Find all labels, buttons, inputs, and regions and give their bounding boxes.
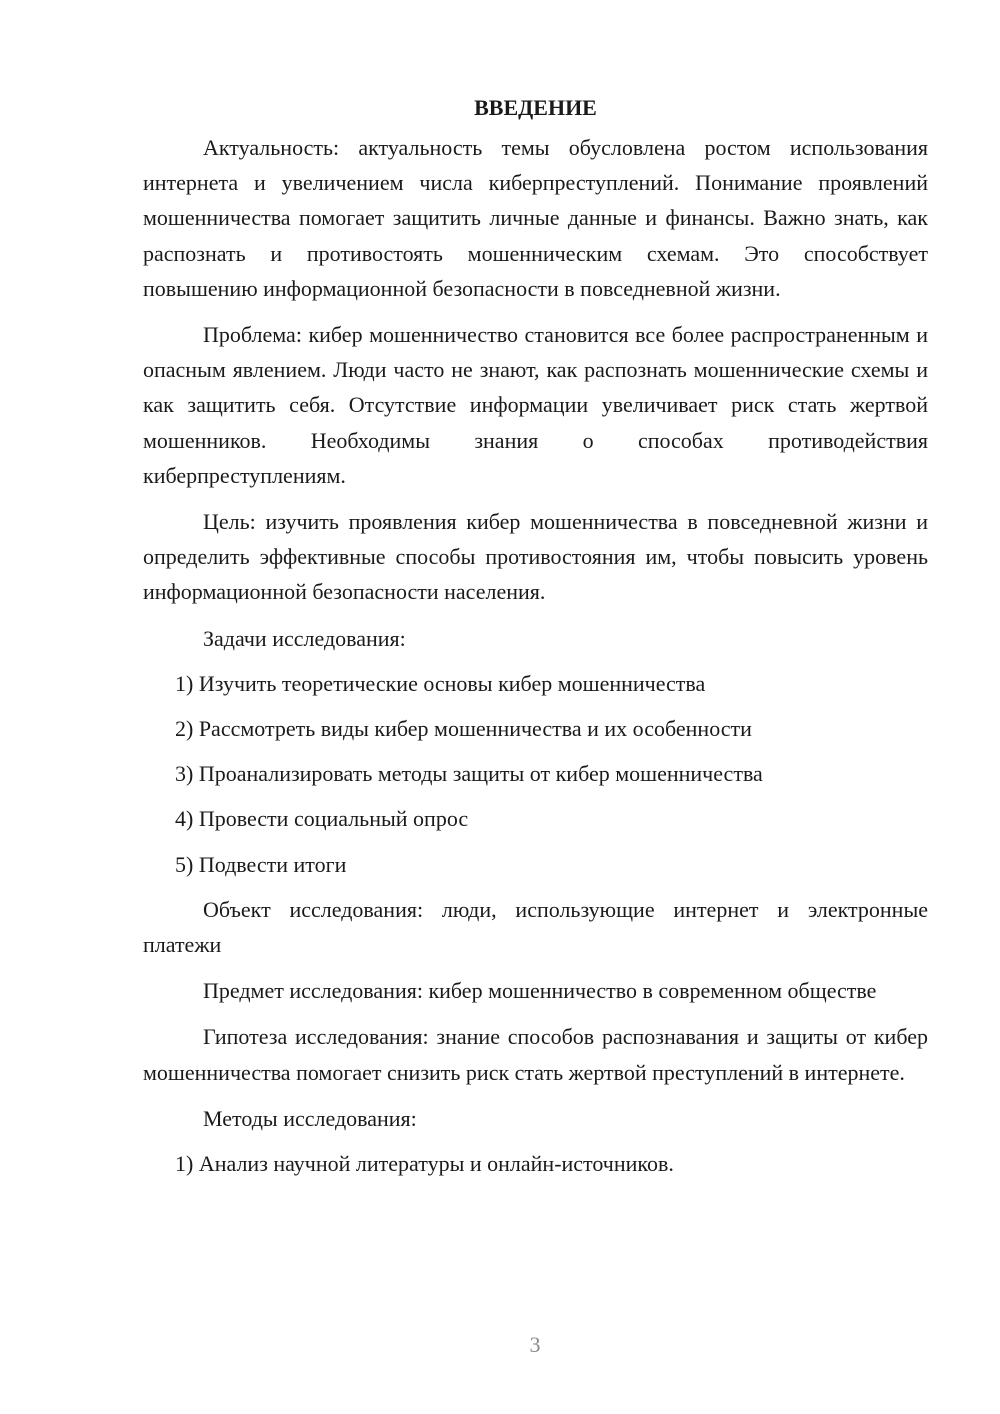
goal-paragraph: Цель: изучить проявления кибер мошенничества в повседневной жизни и определить эффективные способы противостояния им, чтобы повысить уровень информационной безопасности населения. [143, 509, 928, 605]
page-title: ВВЕДЕНИЕ [474, 95, 597, 120]
relevance-paragraph: Актуальность: актуальность темы обусловлена ростом использования интернета и увеличением числа киберпреступлений. Понимание проявлений мошенничества помогает защитить личные данные и финансы. Важно знать, как распознать и противостоять мошенническим схемам. Это способствует повышению информационной безопасности в повседневной жизни. [143, 135, 928, 301]
list-item: 1) Изучить теоретические основы кибер мошенничества [175, 670, 706, 696]
hypothesis-paragraph: Гипотеза исследования: знание способов распознавания и защиты от кибер мошенничества помогает снизить риск стать жертвой преступлений в интернете. [143, 1024, 928, 1085]
methods-heading: Методы исследования: [203, 1105, 417, 1131]
list-item: 4) Провести социальный опрос [175, 806, 469, 832]
document-page [143, 90, 928, 1191]
tasks-list [143, 666, 928, 882]
subject-paragraph: Предмет исследования: кибер мошенничество в современном обществе [203, 978, 877, 1004]
object-paragraph: Объект исследования: люди, использующие интернет и электронные платежи [143, 896, 928, 958]
problem-paragraph: Проблема: кибер мошенничество становится все более распространенным и опасным явлением. Люди часто не знают, как распознать мошеннические схемы и как защитить себя. Отсутствие информации увеличивает риск стать жертвой мошенников. Необходимы знания о способах противодействия киберпреступлениям. [143, 322, 928, 488]
methods-list [143, 1146, 928, 1181]
list-item: 5) Подвести итоги [175, 851, 347, 877]
list-item: 3) Проанализировать методы защиты от кибер мошенничества [175, 761, 763, 787]
tasks-heading: Задачи исследования: [203, 625, 406, 651]
list-item: 2) Рассмотреть виды кибер мошенничества и их особенности [175, 716, 752, 742]
page-number: 3 [529, 1332, 541, 1357]
list-item: 1) Анализ научной литературы и онлайн-источников. [175, 1151, 674, 1177]
